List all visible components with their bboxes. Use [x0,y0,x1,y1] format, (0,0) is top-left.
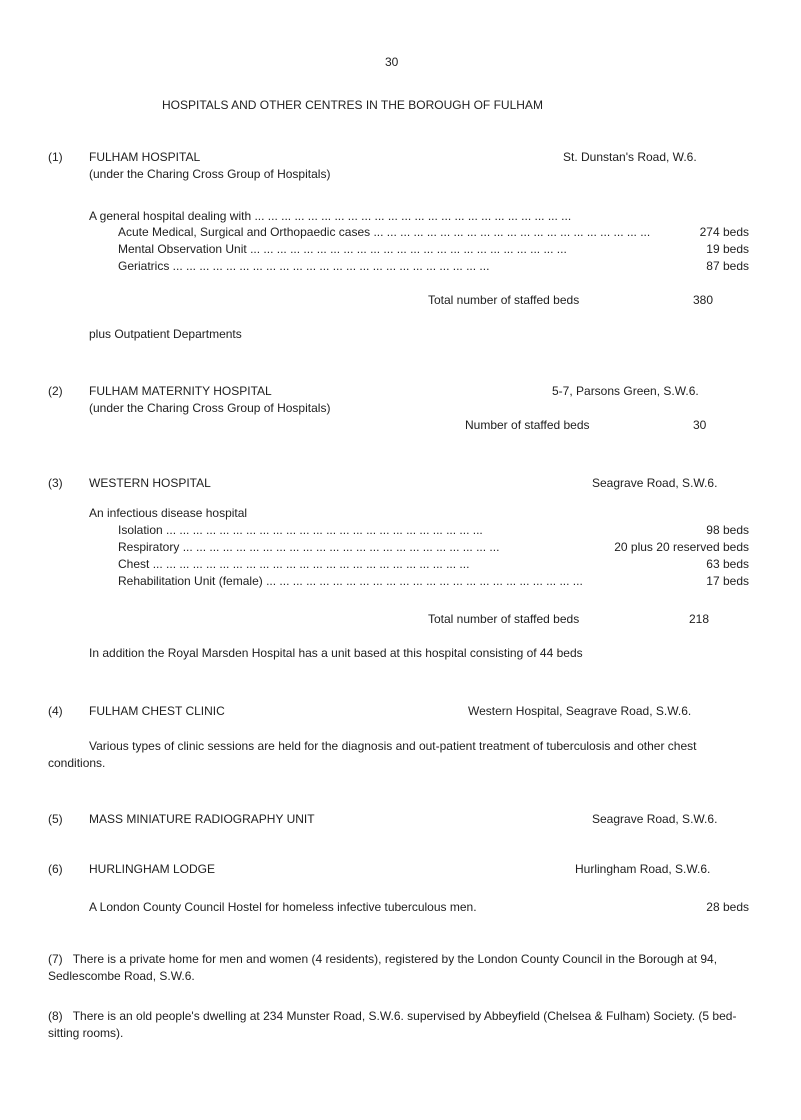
section-3-name: WESTERN HOSPITAL [89,476,211,490]
section-7-text: There is a private home for men and women (4 residents), registered by the London County Council in the Borough at 94, Sedlescombe Road, S.W.6. [48,952,718,983]
section-3-item-rehabilitation: Rehabilitation Unit (female) ... . [118,574,643,589]
section-3-item-rehabilitation-value: 17 beds [706,574,749,588]
section-8 [48,1008,753,1042]
section-1-total-value: 380 [693,293,714,307]
section-1-item-acute: Acute Medical, Surgical and Orthopaedic cases ... . [118,225,653,240]
section-7-number: (7) [48,952,63,966]
section-3-item-isolation: Isolation ... . [118,523,643,538]
section-3-note: In addition the Royal Marsden Hospital has a unit based at this hospital consisting of 44 beds [89,646,583,660]
section-7 [48,951,753,985]
section-1-subtitle: (under the Charing Cross Group of Hospitals) [89,167,331,181]
section-1-number: (1) [48,150,63,164]
section-5-address: Seagrave Road, S.W.6. [592,812,718,826]
section-2-number: (2) [48,384,63,398]
page-number: 30 [385,55,399,69]
section-3-item-respiratory: Respiratory ... . [118,540,558,555]
section-3-address: Seagrave Road, S.W.6. [592,476,718,490]
section-3-total-label: Total number of staffed beds [428,612,580,626]
section-1-intro: A general hospital dealing with ... . [89,209,609,224]
section-4-address: Western Hospital, Seagrave Road, S.W.6. [468,704,692,718]
section-3-number: (3) [48,476,63,490]
section-6-name: HURLINGHAM LODGE [89,862,216,876]
section-6-number: (6) [48,862,63,876]
section-4-number: (4) [48,704,63,718]
section-1-item-geriatrics-value: 87 beds [706,259,749,273]
section-2-name: FULHAM MATERNITY HOSPITAL [89,384,272,398]
section-4-name: FULHAM CHEST CLINIC [89,704,225,718]
section-5-number: (5) [48,812,63,826]
section-1-address: St. Dunstan's Road, W.6. [563,150,697,164]
section-1-item-mental-value: 19 beds [706,242,749,256]
section-8-number: (8) [48,1009,63,1023]
section-2-subtitle: (under the Charing Cross Group of Hospitals) [89,401,331,415]
section-6-value: 28 beds [706,900,749,914]
section-2-total-value: 30 [693,418,707,432]
section-8-text: There is an old people's dwelling at 234 Munster Road, S.W.6. supervised by Abbeyfield (Chelsea & Fulham) Society. (5 bed-sitting rooms). [48,1009,737,1040]
section-3-intro: An infectious disease hospital [89,506,248,520]
section-4-text: Various types of clinic sessions are held for the diagnosis and out-patient treatment of tuberculosis and other chest conditions. [48,739,697,770]
section-3-item-isolation-value: 98 beds [706,523,749,537]
section-6-text: A London County Council Hostel for homeless infective tuberculous men. [89,900,477,914]
section-3-item-chest-value: 63 beds [706,557,749,571]
section-3-total-value: 218 [689,612,710,626]
section-6-address: Hurlingham Road, S.W.6. [575,862,711,876]
section-1-item-geriatrics: Geriatrics ... . [118,259,653,274]
section-2-address: 5-7, Parsons Green, S.W.6. [552,384,699,398]
section-1-item-mental: Mental Observation Unit ... . [118,242,653,257]
section-1-note: plus Outpatient Departments [89,327,242,341]
section-3-item-chest: Chest ... . [118,557,643,572]
section-5-name: MASS MINIATURE RADIOGRAPHY UNIT [89,812,315,826]
section-1-item-acute-value: 274 beds [699,225,749,239]
page-title: HOSPITALS AND OTHER CENTRES IN THE BOROUGH OF FULHAM [162,98,543,112]
section-1-total-label: Total number of staffed beds [428,293,580,307]
section-1-name: FULHAM HOSPITAL [89,150,201,164]
section-3-item-respiratory-value: 20 plus 20 reserved beds [614,540,749,554]
section-2-total-label: Number of staffed beds [465,418,590,432]
